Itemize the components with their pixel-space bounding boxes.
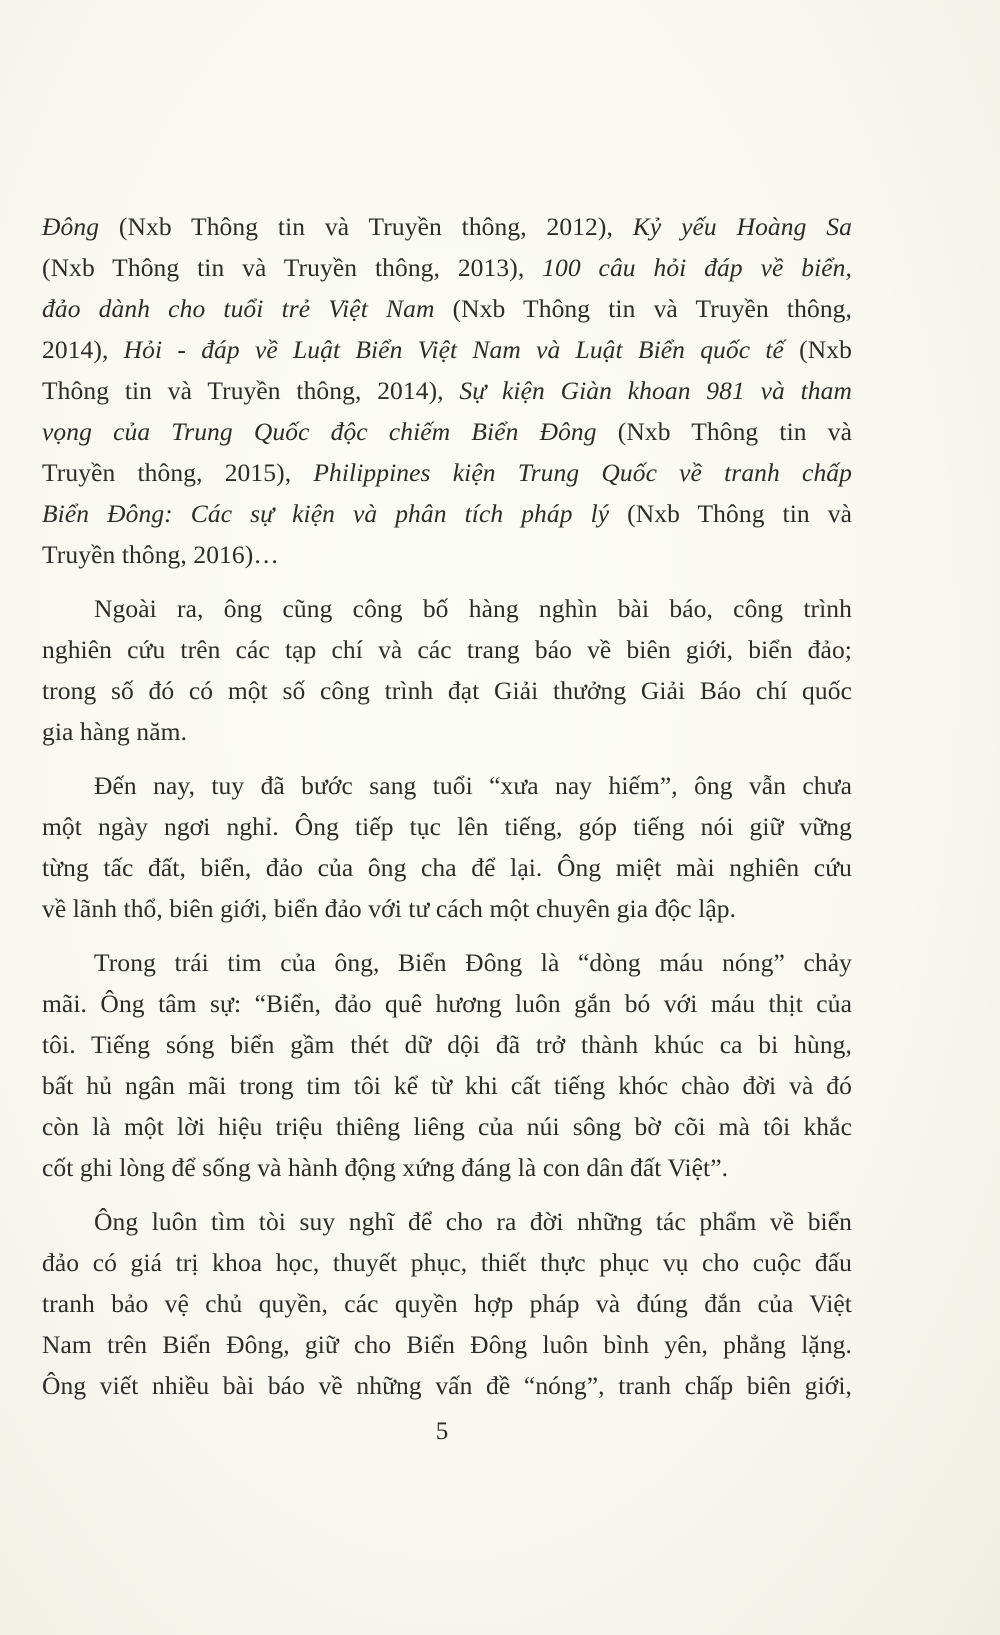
- text-line: [42, 411, 852, 452]
- text-run: gia hàng năm.: [42, 717, 188, 746]
- text-run: (Nxb: [783, 335, 852, 364]
- text-line: [42, 1283, 852, 1324]
- text-run: Thông tin và Truyền thông, 2014),: [42, 376, 460, 405]
- text-run: Nam trên Biển Đông, giữ cho Biển Đông luôn bình yên, phẳng lặng.: [42, 1330, 852, 1359]
- paragraph: [42, 206, 852, 575]
- text-line: [42, 806, 852, 847]
- text-run: (Nxb Thông tin và: [596, 417, 852, 446]
- text-run: tôi. Tiếng sóng biển gầm thét dữ dội đã trở thành khúc ca bi hùng,: [42, 1030, 852, 1059]
- paragraph: [42, 942, 852, 1188]
- text-run: (Nxb Thông tin và Truyền thông, 2013),: [42, 253, 543, 282]
- text-run: Ngoài ra, ông cũng công bố hàng nghìn bài báo, công trình: [94, 594, 852, 623]
- text-line: [42, 1065, 852, 1106]
- text-line: [42, 493, 852, 534]
- text-line: [42, 1201, 852, 1242]
- text-line: [42, 1365, 852, 1406]
- text-line: [42, 1242, 852, 1283]
- text-run: một ngày ngơi nghỉ. Ông tiếp tục lên tiếng, góp tiếng nói giữ vững: [42, 812, 852, 841]
- page-number: 5: [435, 1418, 449, 1445]
- text-line: [42, 329, 852, 370]
- text-run: bất hủ ngân mãi trong tim tôi kể từ khi cất tiếng khóc chào đời và đó: [42, 1071, 852, 1100]
- text-run: Trong trái tim của ông, Biển Đông là “dòng máu nóng” chảy: [94, 948, 852, 977]
- text-line: [42, 1106, 852, 1147]
- text-line: [42, 1147, 852, 1188]
- paragraph-gap: [42, 929, 852, 942]
- text-run: về lãnh thổ, biên giới, biển đảo với tư cách một chuyên gia độc lập.: [42, 894, 737, 923]
- text-line: [42, 711, 852, 752]
- text-line: [42, 888, 852, 929]
- paragraph: [42, 765, 852, 929]
- text-line: [42, 670, 852, 711]
- italic-title: Philippines kiện Trung Quốc về tranh chấp: [313, 458, 853, 487]
- text-run: (Nxb Thông tin và Truyền thông, 2012),: [99, 212, 633, 241]
- text-line: [42, 765, 852, 806]
- text-run: từng tấc đất, biển, đảo của ông cha để lại. Ông miệt mài nghiên cứu: [42, 853, 852, 882]
- paragraph: [42, 1201, 852, 1406]
- text-run: Ông viết nhiều bài báo về những vấn đề “nóng”, tranh chấp biên giới,: [42, 1371, 852, 1400]
- text-run: nghiên cứu trên các tạp chí và các trang báo về biên giới, biển đảo;: [42, 635, 852, 664]
- text-line: [42, 452, 852, 493]
- paragraph: [42, 588, 852, 752]
- text-line: [42, 629, 852, 670]
- text-line: [42, 942, 852, 983]
- paragraph-gap: [42, 1188, 852, 1201]
- text-run: 2014),: [42, 335, 124, 364]
- text-line: [42, 983, 852, 1024]
- text-run: trong số đó có một số công trình đạt Giải thưởng Giải Báo chí quốc: [42, 676, 852, 705]
- italic-title: Biển Đông: Các sự kiện và phân tích pháp lý: [42, 499, 610, 528]
- text-line: [42, 288, 852, 329]
- italic-title: Hỏi - đáp về Luật Biển Việt Nam và Luật Biển quốc tế: [123, 335, 784, 364]
- paragraph-gap: [42, 752, 852, 765]
- text-run: còn là một lời hiệu triệu thiêng liêng của núi sông bờ cõi mà tôi khắc: [42, 1112, 852, 1141]
- page-body: [42, 206, 852, 1406]
- italic-title: đảo dành cho tuổi trẻ Việt Nam: [42, 294, 435, 323]
- text-line: [42, 247, 852, 288]
- text-line: [42, 1324, 852, 1365]
- text-run: Đến nay, tuy đã bước sang tuổi “xưa nay hiếm”, ông vẫn chưa: [94, 771, 852, 800]
- text-line: [42, 588, 852, 629]
- text-run: Truyền thông, 2016)…: [42, 540, 279, 569]
- text-run: tranh bảo vệ chủ quyền, các quyền hợp pháp và đúng đắn của Việt: [42, 1289, 852, 1318]
- text-run: Truyền thông, 2015),: [42, 458, 314, 487]
- italic-title: Đông: [42, 212, 100, 241]
- italic-title: vọng của Trung Quốc độc chiếm Biển Đông: [42, 417, 597, 446]
- text-run: mãi. Ông tâm sự: “Biển, đảo quê hương luôn gắn bó với máu thịt của: [42, 989, 852, 1018]
- text-run: đảo có giá trị khoa học, thuyết phục, thiết thực phục vụ cho cuộc đấu: [42, 1248, 852, 1277]
- paragraph-gap: [42, 575, 852, 588]
- text-line: [42, 1024, 852, 1065]
- text-line: [42, 847, 852, 888]
- italic-title: 100 câu hỏi đáp về biển,: [542, 253, 853, 282]
- italic-title: Kỷ yếu Hoàng Sa: [632, 212, 852, 241]
- text-run: (Nxb Thông tin và Truyền thông,: [434, 294, 852, 323]
- text-run: cốt ghi lòng để sống và hành động xứng đáng là con dân đất Việt”.: [42, 1153, 729, 1182]
- italic-title: Sự kiện Giàn khoan 981 và tham: [459, 376, 852, 405]
- text-line: [42, 534, 852, 575]
- text-run: Ông luôn tìm tòi suy nghĩ để cho ra đời những tác phẩm về biển: [94, 1207, 852, 1236]
- text-run: (Nxb Thông tin và: [609, 499, 852, 528]
- text-line: [42, 206, 852, 247]
- text-line: [42, 370, 852, 411]
